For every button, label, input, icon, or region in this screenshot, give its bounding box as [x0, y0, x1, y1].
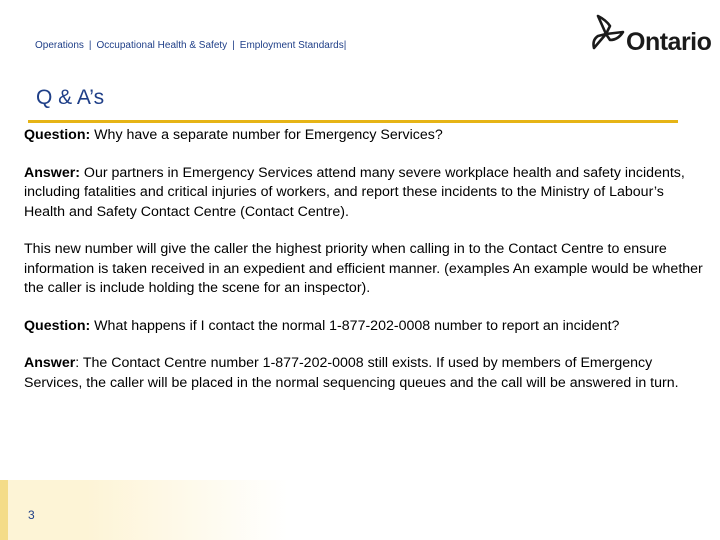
- answer-text: : The Contact Centre number 1-877-202-0008 still exists. If used by members of Emergency Services, the caller will be placed in the normal sequencing queues and the call will be answered in turn.: [24, 355, 679, 391]
- header-breadcrumb: Operations | Occupational Health & Safety | Employment Standards|: [35, 40, 347, 51]
- footer-accent: [0, 480, 8, 540]
- nav-operations: Operations: [35, 40, 84, 51]
- answer-text: Our partners in Emergency Services attend many severe workplace health and safety incidents, including fatalities and critical injuries of workers, and report these incidents to the Ministry of Labour’s Health and Safety Contact Centre (Contact Centre).: [24, 164, 685, 220]
- qa-answer-1: [24, 164, 704, 223]
- nav-ohs: Occupational Health & Safety: [96, 40, 228, 51]
- footer-bar: [0, 480, 720, 540]
- ontario-logo: [586, 12, 712, 62]
- nav-employment-standards: Employment Standards: [239, 40, 344, 51]
- qa-question-2: [24, 317, 704, 337]
- answer-label: Answer:: [24, 164, 80, 181]
- qa-answer-2: [24, 354, 704, 393]
- question-text: Why have a separate number for Emergency Services?: [90, 127, 443, 143]
- question-label: Question:: [24, 317, 91, 334]
- page-number: 3: [28, 508, 35, 522]
- trillium-icon: [586, 12, 626, 56]
- answer-label: Answer: [24, 355, 76, 371]
- title-divider: [28, 120, 678, 123]
- logo-wordmark: Ontario: [626, 28, 712, 56]
- page-title: Q & A’s: [36, 86, 105, 109]
- question-label: Question:: [24, 127, 91, 143]
- answer-text: This new number will give the caller the highest priority when calling in to the Contact Centre to ensure information is taken received in an expedient and efficient manner. (examples An example would be whether the caller is include holding the scene for an inspector).: [24, 241, 703, 296]
- qa-content: [24, 126, 704, 393]
- qa-answer-1-continued: [24, 240, 704, 299]
- qa-question-1: [24, 126, 704, 146]
- question-text: What happens if I contact the normal 1-877-202-0008 number to report an incident?: [90, 317, 620, 334]
